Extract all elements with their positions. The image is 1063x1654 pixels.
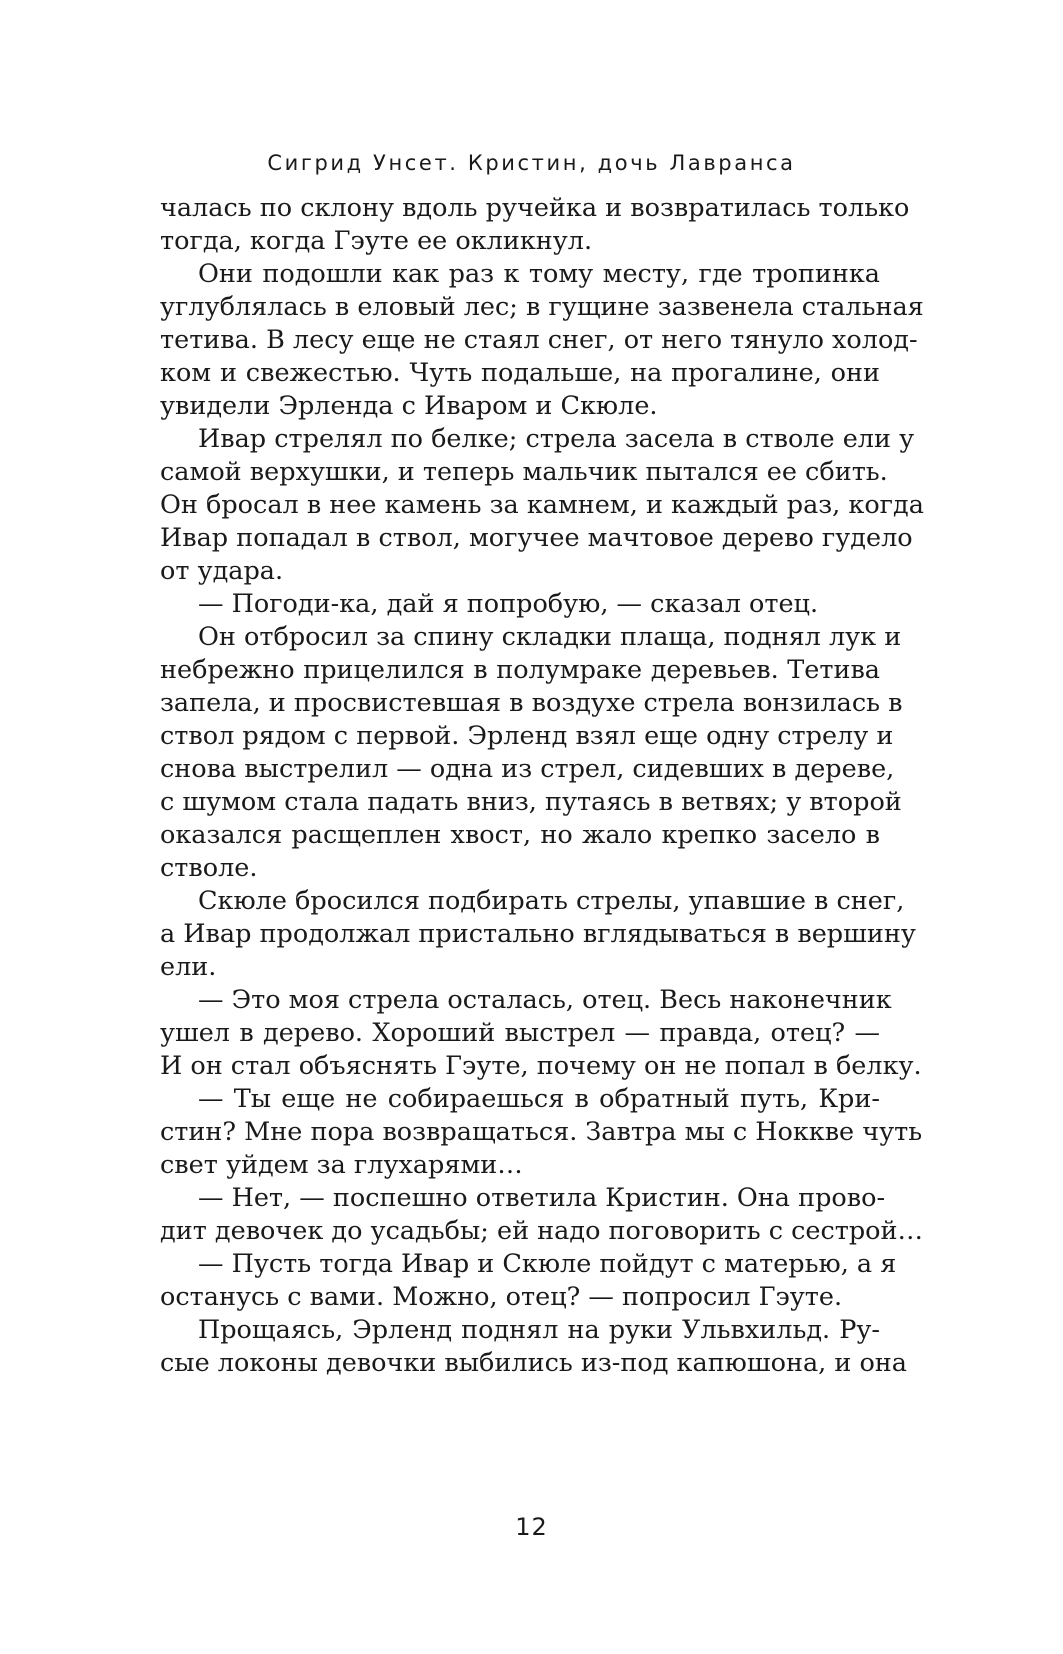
- text-line: увидели Эрленда с Иваром и Скюле.: [160, 391, 658, 421]
- paragraph: [160, 1182, 924, 1248]
- body-text: [160, 192, 924, 1380]
- paragraph: [160, 258, 924, 423]
- text-line: сые локоны девочки выбились из-под капюшона, и она: [160, 1348, 908, 1378]
- text-line: Он отбросил за спину складки плаща, поднял лук и: [198, 622, 902, 652]
- paragraph: [160, 621, 903, 885]
- paragraph: [160, 885, 916, 984]
- text-line: небрежно прицелился в полумраке деревьев. Тетива: [160, 655, 880, 685]
- text-line: тетива. В лесу еще не стаял снег, от него тянуло холод-: [160, 325, 918, 355]
- text-line: — Нет, — поспешно ответила Кристин. Она прово-: [198, 1183, 886, 1213]
- text-line: запела, и просвистевшая в воздухе стрела вонзилась в: [160, 688, 903, 718]
- text-line: ушел в дерево. Хороший выстрел — правда, отец? —: [160, 1018, 880, 1048]
- running-title: Сигрид Унсет. Кристин, дочь Лавранса: [267, 151, 796, 175]
- text-line: стволе.: [160, 853, 258, 883]
- text-line: — Это моя стрела осталась, отец. Весь наконечник: [198, 985, 892, 1015]
- paragraph: [160, 423, 924, 588]
- paragraph: [160, 588, 880, 621]
- text-line: от удара.: [160, 556, 284, 586]
- text-line: Ивар попадал в ствол, могучее мачтовое дерево гудело: [160, 523, 913, 553]
- paragraph: [160, 1248, 897, 1314]
- text-line: а Ивар продолжал пристально вглядываться в вершину: [160, 919, 916, 949]
- text-line: Они подошли как раз к тому месту, где тропинка: [198, 259, 880, 289]
- text-line: тогда, когда Гэуте ее окликнул.: [160, 226, 593, 256]
- text-line: дит девочек до усадьбы; ей надо поговорить с сестрой…: [160, 1216, 924, 1246]
- paragraph: [160, 1314, 908, 1380]
- text-line: самой верхушки, и теперь мальчик пытался ее сбить.: [160, 457, 888, 487]
- text-line: останусь с вами. Можно, отец? — попросил Гэуте.: [160, 1282, 843, 1312]
- text-line: Он бросал в нее камень за камнем, и каждый раз, когда: [160, 490, 924, 520]
- text-line: ели.: [160, 952, 217, 982]
- text-line: Прощаясь, Эрленд поднял на руки Ульвхильд. Ру-: [198, 1315, 880, 1345]
- text-line: — Погоди-ка, дай я попробую, — сказал отец.: [198, 589, 819, 619]
- text-line: снова выстрелил — одна из стрел, сидевших в дереве,: [160, 754, 895, 784]
- paragraph: [160, 192, 910, 258]
- text-line: оказался расщеплен хвост, но жало крепко засело в: [160, 820, 880, 850]
- text-line: ствол рядом с первой. Эрленд взял еще одну стрелу и: [160, 721, 894, 751]
- text-line: И он стал объяснять Гэуте, почему он не попал в белку.: [160, 1051, 922, 1081]
- text-line: углублялась в еловый лес; в гущине зазвенела стальная: [160, 292, 924, 322]
- text-line: с шумом стала падать вниз, путаясь в ветвях; у второй: [160, 787, 902, 817]
- text-line: — Пусть тогда Ивар и Скюле пойдут с матерью, а я: [198, 1249, 897, 1279]
- paragraph: [160, 984, 922, 1083]
- text-line: свет уйдем за глухарями…: [160, 1150, 523, 1180]
- text-line: чалась по склону вдоль ручейка и возвратилась только: [160, 193, 910, 223]
- text-line: Скюле бросился подбирать стрелы, упавшие в снег,: [198, 886, 905, 916]
- text-line: ком и свежестью. Чуть подальше, на прогалине, они: [160, 358, 880, 388]
- page-number: 12: [515, 1513, 548, 1541]
- paragraph: [160, 1083, 923, 1182]
- text-line: Ивар стрелял по белке; стрела засела в стволе ели у: [198, 424, 915, 454]
- text-line: — Ты еще не собираешься в обратный путь, Кри-: [198, 1084, 880, 1114]
- text-line: стин? Мне пора возвращаться. Завтра мы с Ноккве чуть: [160, 1117, 923, 1147]
